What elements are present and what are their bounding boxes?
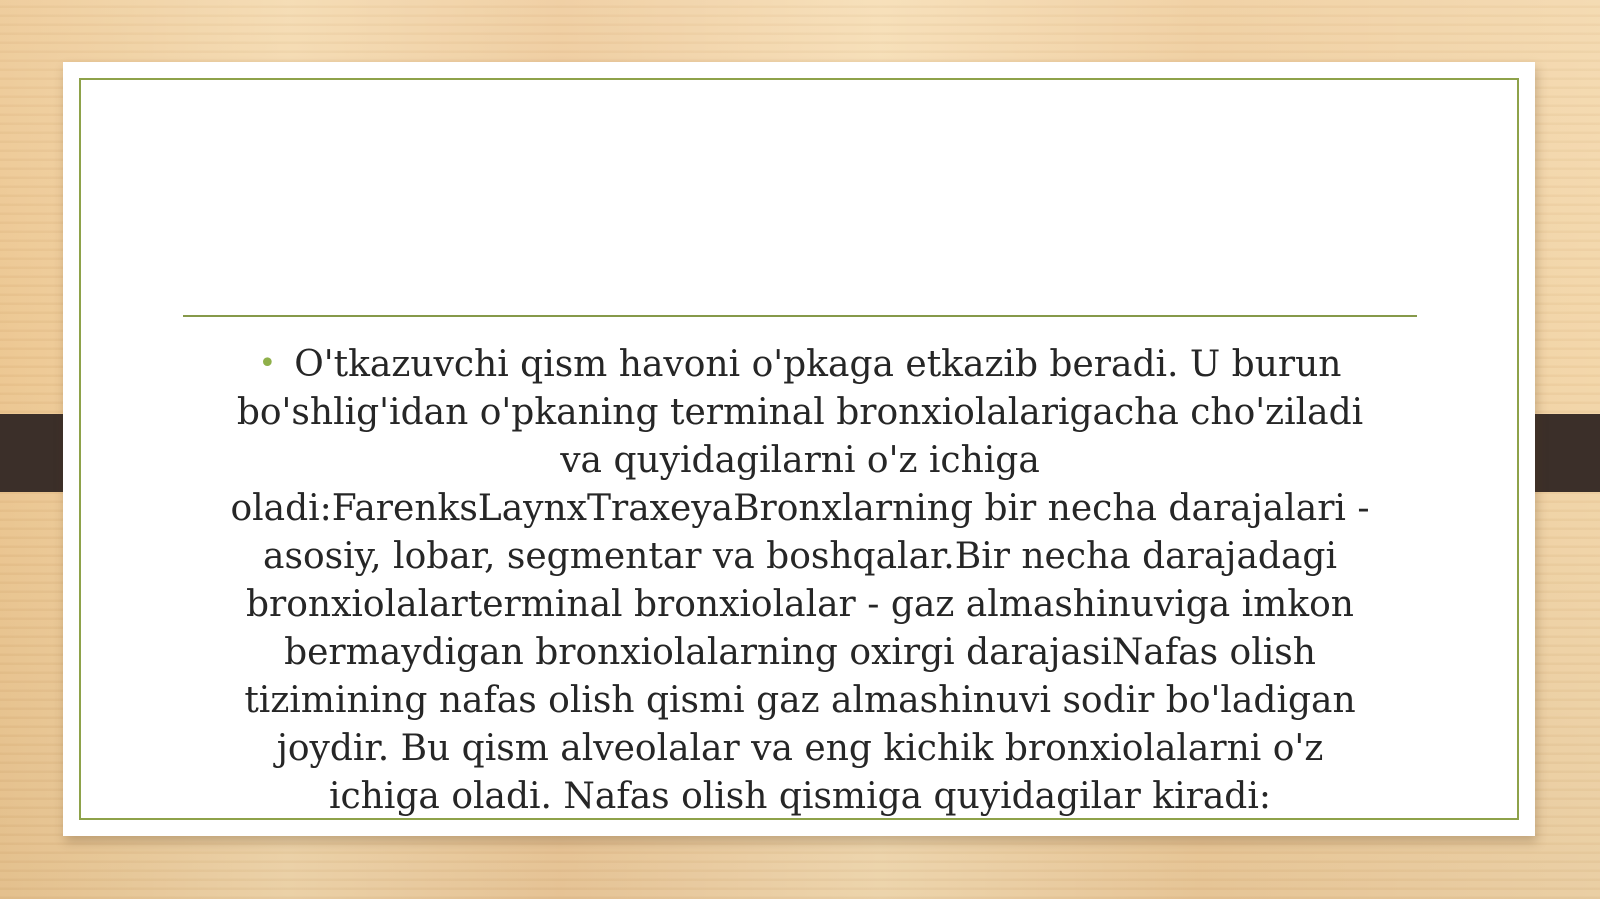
slide-body-text: O'tkazuvchi qism havoni o'pkaga etkazib beradi. U burun bo'shlig'idan o'pkaning terminal bronxiolalarigacha cho'ziladi va quyidagilarni o'z ichiga oladi:FarenksLaynxTraxeyaBronxlarning bir necha darajalari - asosiy, lobar, segmentar va boshqalar.Bir necha darajadagi bronxiolalarterminal bronxiolalar - gaz almashinuviga imkon bermaydigan bronxiolalarning oxirgi darajasiNafas olish tizimining nafas olish qismi gaz almashinuvi sodir bo'ladigan joydir. Bu qism alveolalar va eng kichik bronxiolalarni o'z ichiga oladi. Nafas olish qismiga quyidagilar kiradi: xyxy=(230,344,1370,817)
bullet-icon: • xyxy=(258,346,277,381)
slide-card xyxy=(63,62,1535,836)
title-divider-line xyxy=(183,315,1417,317)
slide-body-paragraph xyxy=(223,340,1377,821)
